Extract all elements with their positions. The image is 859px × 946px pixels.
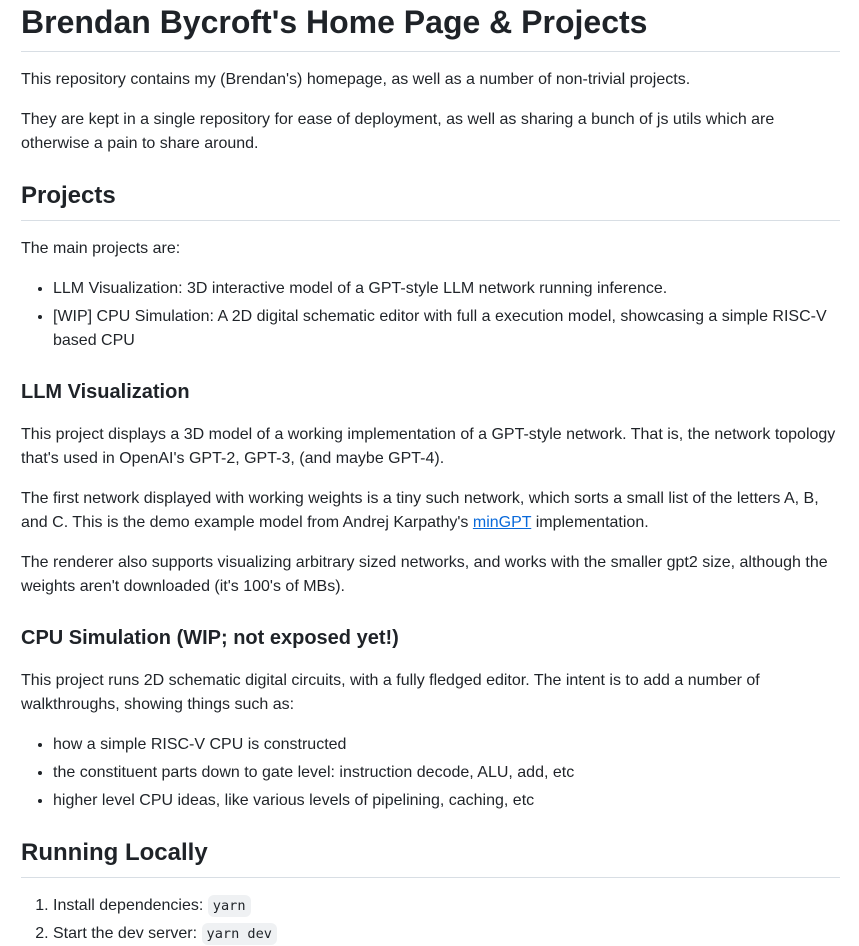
running-steps — [21, 894, 840, 946]
projects-heading: Projects — [21, 178, 840, 221]
step-label: Start the dev server: — [53, 925, 202, 942]
projects-list — [21, 277, 840, 353]
step-label: Install dependencies: — [53, 897, 208, 914]
list-item: • [WIP] CPU Simulation: A 2D digital schematic editor with full a execution model, showcasing a simple RISC-V based CPU — [53, 305, 840, 353]
llm-heading: LLM Visualization — [21, 381, 190, 403]
list-item: • LLM Visualization: 3D interactive model of a GPT-style LLM network running inference. — [53, 277, 840, 301]
llm-paragraph: The renderer also supports visualizing arbitrary sized networks, and works with the smaller gpt2 size, although the weights aren't downloaded (it's 100's of MBs). — [21, 554, 828, 595]
projects-lead: The main projects are: — [21, 240, 181, 257]
intro-paragraph: They are kept in a single repository for ease of deployment, as well as sharing a bunch of js utils which are otherwise a pain to share around. — [21, 111, 775, 152]
cpu-heading: CPU Simulation (WIP; not exposed yet!) — [21, 627, 399, 649]
list-item — [53, 894, 840, 918]
list-item: • the constituent parts down to gate level: instruction decode, ALU, add, etc — [53, 761, 840, 785]
llm-text: implementation. — [531, 514, 649, 531]
cpu-list — [21, 733, 840, 813]
cpu-paragraph: This project runs 2D schematic digital circuits, with a fully fledged editor. The intent is to add a number of walkthroughs, showing things such as: — [21, 672, 760, 713]
llm-paragraph: This project displays a 3D model of a working implementation of a GPT-style network. That is, the network topology that's used in OpenAI's GPT-2, GPT-3, (and maybe GPT-4). — [21, 426, 836, 467]
code-snippet: yarn dev — [202, 923, 277, 945]
llm-paragraph — [21, 487, 840, 535]
llm-text: The first network displayed with working weights is a tiny such network, which sorts a small list of the letters A, B, and C. This is the demo example model from Andrej Karpathy's — [21, 490, 819, 531]
intro-paragraph: This repository contains my (Brendan's) homepage, as well as a number of non-trivial projects. — [21, 71, 691, 88]
list-item — [53, 922, 840, 946]
code-snippet: yarn — [208, 895, 251, 917]
page-title: Brendan Bycroft's Home Page & Projects — [21, 0, 840, 52]
running-heading: Running Locally — [21, 835, 840, 878]
mingpt-link[interactable]: minGPT — [472, 514, 532, 531]
list-item: • higher level CPU ideas, like various levels of pipelining, caching, etc — [53, 789, 840, 813]
list-item: • how a simple RISC-V CPU is constructed — [53, 733, 840, 757]
